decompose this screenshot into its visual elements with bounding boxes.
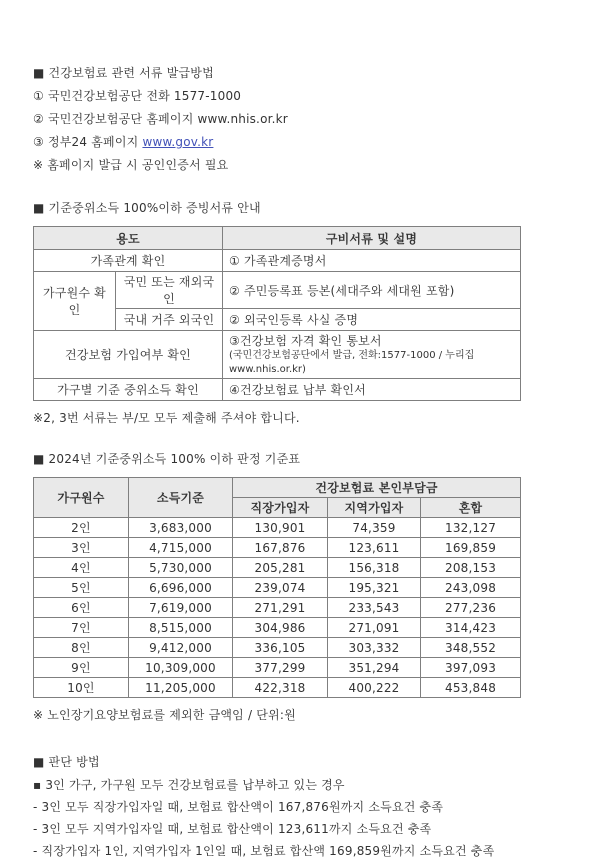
evidence-note: ※2, 3번 서류는 부/모 모두 제출해 주셔야 합니다.	[33, 411, 300, 425]
table-cell: 3,683,000	[129, 518, 233, 538]
evidence-header-usage: 용도	[34, 227, 223, 250]
table-cell: 5인	[34, 578, 129, 598]
issuance-line-phone: ① 국민건강보험공단 전화 1577-1000	[33, 89, 242, 103]
table-cell: 208,153	[421, 558, 521, 578]
table-cell: 4,715,000	[129, 538, 233, 558]
table-cell: 397,093	[421, 658, 521, 678]
table-cell: 132,127	[421, 518, 521, 538]
table-cell: 6,696,000	[129, 578, 233, 598]
judgment-rule-employee: - 3인 모두 직장가입자일 때, 보험료 합산액이 167,876원까지 소득요건 충족	[33, 800, 444, 814]
table-cell: 271,291	[233, 598, 328, 618]
evidence-header-row	[34, 227, 521, 250]
table-cell: 233,543	[328, 598, 421, 618]
table-cell: 314,423	[421, 618, 521, 638]
table-row	[34, 678, 521, 698]
table-cell: 422,318	[233, 678, 328, 698]
issuance-section-title: ■ 건강보험료 관련 서류 발급방법	[33, 66, 214, 80]
evidence-household-sub1-doc: ② 주민등록표 등본(세대주와 세대원 포함)	[223, 272, 521, 309]
table-cell: 351,294	[328, 658, 421, 678]
table-cell: 243,098	[421, 578, 521, 598]
table-cell: 303,332	[328, 638, 421, 658]
evidence-income-label: 가구별 기준 중위소득 확인	[34, 379, 223, 401]
table-cell: 11,205,000	[129, 678, 233, 698]
judgment-case-line: ▪ 3인 가구, 가구원 모두 건강보험료를 납부하고 있는 경우	[33, 778, 345, 792]
table-row	[34, 272, 521, 309]
table-cell: 169,859	[421, 538, 521, 558]
table-row	[34, 558, 521, 578]
table-cell: 5,730,000	[129, 558, 233, 578]
table-cell: 195,321	[328, 578, 421, 598]
table-row	[34, 538, 521, 558]
evidence-family-label: 가족관계 확인	[34, 250, 223, 272]
issuance-section	[33, 62, 560, 177]
table-cell: 8,515,000	[129, 618, 233, 638]
table-row	[34, 638, 521, 658]
table-cell: 377,299	[233, 658, 328, 678]
evidence-section	[33, 197, 560, 428]
table-cell: 6인	[34, 598, 129, 618]
table-row	[34, 518, 521, 538]
table-row	[34, 598, 521, 618]
table-cell: 205,281	[233, 558, 328, 578]
table-row	[34, 618, 521, 638]
evidence-household-label: 가구원수 확인	[34, 272, 116, 331]
judgment-section-title: ■ 판단 방법	[33, 755, 100, 769]
criteria-note: ※ 노인장기요양보험료를 제외한 금액임 / 단위:원	[33, 708, 296, 722]
evidence-insurance-doc: ③건강보험 자격 확인 통보서	[229, 334, 382, 348]
evidence-household-sub2-label: 국내 거주 외국인	[116, 309, 223, 331]
criteria-header-regional: 지역가입자	[328, 498, 421, 518]
table-cell: 9,412,000	[129, 638, 233, 658]
table-row	[34, 250, 521, 272]
criteria-section-title: ■ 2024년 기준중위소득 100% 이하 판정 기준표	[33, 452, 301, 466]
criteria-header-employee: 직장가입자	[233, 498, 328, 518]
judgment-rule-regional: - 3인 모두 지역가입자일 때, 보험료 합산액이 123,611까지 소득요건 충족	[33, 822, 432, 836]
table-row	[34, 379, 521, 401]
table-row	[34, 578, 521, 598]
table-cell: 10,309,000	[129, 658, 233, 678]
table-cell: 7인	[34, 618, 129, 638]
table-cell: 8인	[34, 638, 129, 658]
criteria-header-mixed: 혼합	[421, 498, 521, 518]
evidence-family-doc: ① 가족관계증명서	[223, 250, 521, 272]
criteria-header-income: 소득기준	[129, 478, 233, 518]
table-cell: 271,091	[328, 618, 421, 638]
evidence-insurance-doc-cell	[223, 331, 521, 379]
evidence-table	[33, 226, 521, 401]
table-cell: 239,074	[233, 578, 328, 598]
issuance-line-nhis-homepage: ② 국민건강보험공단 홈페이지 www.nhis.or.kr	[33, 112, 288, 126]
table-cell: 277,236	[421, 598, 521, 618]
table-cell: 74,359	[328, 518, 421, 538]
table-cell: 304,986	[233, 618, 328, 638]
table-cell: 336,105	[233, 638, 328, 658]
issuance-certificate-note: ※ 홈페이지 발급 시 공인인증서 필요	[33, 158, 229, 172]
evidence-household-sub1-label: 국민 또는 재외국인	[116, 272, 223, 309]
evidence-insurance-doc-note: (국민건강보험공단에서 발급, 전화:1577-1000 / 누리집 www.nhis.or.kr)	[229, 350, 475, 375]
criteria-table	[33, 477, 521, 698]
judgment-rule-mixed: - 직장가입자 1인, 지역가입자 1인일 때, 보험료 합산액 169,859원까지 소득요건 충족	[33, 844, 495, 858]
table-cell: 130,901	[233, 518, 328, 538]
table-row	[34, 658, 521, 678]
table-cell: 167,876	[233, 538, 328, 558]
judgment-section	[33, 751, 560, 862]
table-cell: 400,222	[328, 678, 421, 698]
table-cell: 2인	[34, 518, 129, 538]
gov24-link[interactable]: www.gov.kr	[142, 135, 214, 149]
evidence-household-sub2-doc: ② 외국인등록 사실 증명	[223, 309, 521, 331]
criteria-section	[33, 448, 560, 725]
evidence-section-title: ■ 기준중위소득 100%이하 증빙서류 안내	[33, 201, 261, 215]
table-cell: 123,611	[328, 538, 421, 558]
evidence-insurance-label: 건강보험 가입여부 확인	[34, 331, 223, 379]
criteria-header-premium-group: 건강보험료 본인부담금	[233, 478, 521, 498]
table-cell: 4인	[34, 558, 129, 578]
table-cell: 348,552	[421, 638, 521, 658]
table-cell: 453,848	[421, 678, 521, 698]
table-cell: 9인	[34, 658, 129, 678]
evidence-header-documents: 구비서류 및 설명	[223, 227, 521, 250]
table-cell: 7,619,000	[129, 598, 233, 618]
evidence-income-doc: ④건강보험료 납부 확인서	[223, 379, 521, 401]
table-row	[34, 331, 521, 379]
criteria-header-row-1	[34, 478, 521, 498]
criteria-header-household: 가구원수	[34, 478, 129, 518]
issuance-gov24-prefix: ③ 정부24 홈페이지	[33, 135, 143, 149]
table-cell: 156,318	[328, 558, 421, 578]
table-cell: 3인	[34, 538, 129, 558]
issuance-line-gov24	[33, 131, 560, 154]
table-cell: 10인	[34, 678, 129, 698]
